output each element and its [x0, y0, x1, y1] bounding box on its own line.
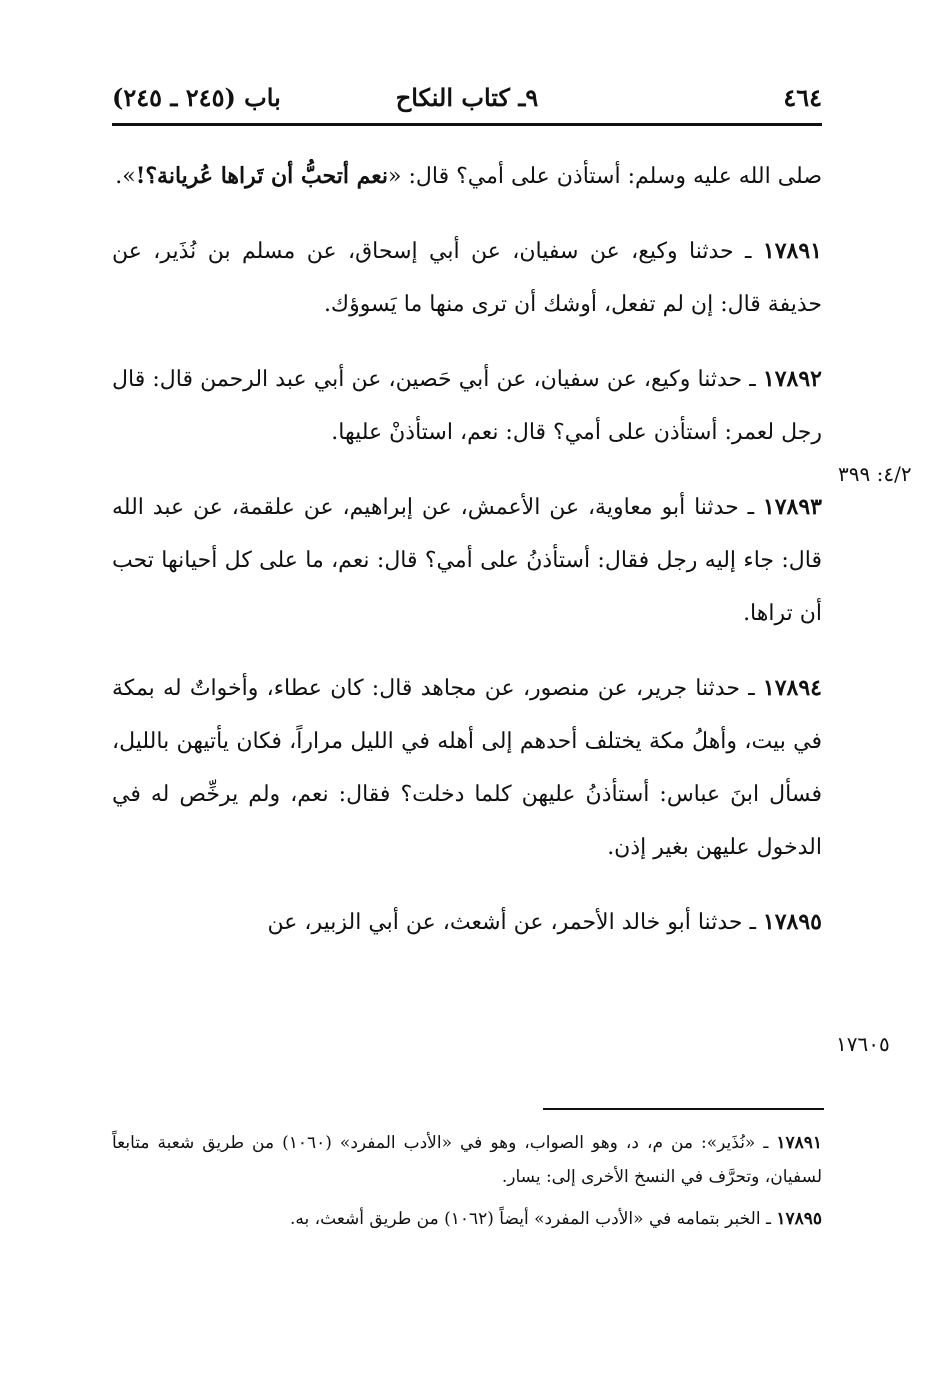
paragraph-continuation: [112, 150, 822, 203]
margin-reference: ١٧٦٠٥: [836, 1032, 890, 1056]
paragraph-text: صلى الله عليه وسلم: أستأذن على أمي؟ قال: «: [388, 164, 822, 189]
hadith-text: ـ حدثنا أبو معاوية، عن الأعمش، عن إبراهيم، عن علقمة، عن عبد الله قال: جاء إليه رجل فقال: أستأذنُ على أمي؟ قال: نعم، ما على كل أحيانها تحب أن تراها.: [112, 495, 822, 626]
footnotes: [112, 1126, 822, 1244]
footnote-number: ١٧٨٩٥: [776, 1209, 822, 1229]
emphasized-text: نعم أتحبُّ أن تَراها عُريانة؟!: [135, 163, 389, 189]
hadith-text: ـ حدثنا وكيع، عن سفيان، عن أبي حَصين، عن أبي عبد الرحمن قال: قال رجل لعمر: أستأذن على أمي؟ قال: نعم، استأذنْ عليها.: [112, 367, 822, 445]
margin-reference: ٤/٢: ٣٩٩: [838, 462, 912, 486]
hadith-number: ١٧٨٩٤: [762, 675, 822, 701]
footnote-text: ـ الخبر بتمامه في «الأدب المفرد» أيضاً (١٠٦٢) من طريق أشعث، به.: [290, 1209, 777, 1229]
hadith-number: ١٧٨٩١: [762, 238, 822, 264]
main-text: [112, 150, 822, 971]
hadith-number: ١٧٨٩٣: [762, 494, 822, 520]
running-head: [112, 80, 822, 120]
paragraph-end: ».: [115, 164, 136, 189]
footnote-17895: [112, 1202, 822, 1236]
page-number: ٤٦٤: [783, 83, 822, 112]
footnote-text: ـ «نُذَير»: من م، د، وهو الصواب، وهو في «الأدب المفرد» (١٠٦٠) من طريق شعبة متابعاً لسفيان، وتحرَّف في النسخ الأخرى إلى: يسار.: [112, 1133, 822, 1187]
hadith-17894: [112, 662, 822, 874]
footnote-number: ١٧٨٩١: [776, 1133, 822, 1153]
hadith-17891: [112, 225, 822, 331]
hadith-text: ـ حدثنا وكيع، عن سفيان، عن أبي إسحاق، عن مسلم بن نُذَير، عن حذيفة قال: إن لم تفعل، أوشك أن ترى منها ما يَسوؤك.: [112, 239, 822, 317]
hadith-17895: [112, 896, 822, 949]
hadith-17893: [112, 481, 822, 640]
hadith-text: ـ حدثنا أبو خالد الأحمر، عن أشعث، عن أبي الزبير، عن: [267, 910, 763, 935]
chapter-label: باب (٢٤٥ ـ ٢٤٥): [112, 83, 281, 112]
hadith-number: ١٧٨٩٥: [762, 909, 822, 935]
book-title: ٩ـ كتاب النكاح: [395, 83, 539, 112]
hadith-number: ١٧٨٩٢: [762, 366, 822, 392]
footnote-rule: [543, 1108, 824, 1110]
hadith-text: ـ حدثنا جرير، عن منصور، عن مجاهد قال: كان عطاء، وأخواتٌ له بمكة في بيت، وأهلُ مكة يختلف أحدهم إلى أهله في الليل مراراً، فكان يأتيهن بالليل، فسأل ابنَ عباس: أستأذنُ عليهن كلما دخلت؟ فقال: نعم، ولم يرخِّص له في الدخول عليهن بغير إذن.: [112, 676, 822, 860]
footnote-17891: [112, 1126, 822, 1194]
header-rule: [112, 123, 822, 126]
hadith-17892: [112, 353, 822, 459]
